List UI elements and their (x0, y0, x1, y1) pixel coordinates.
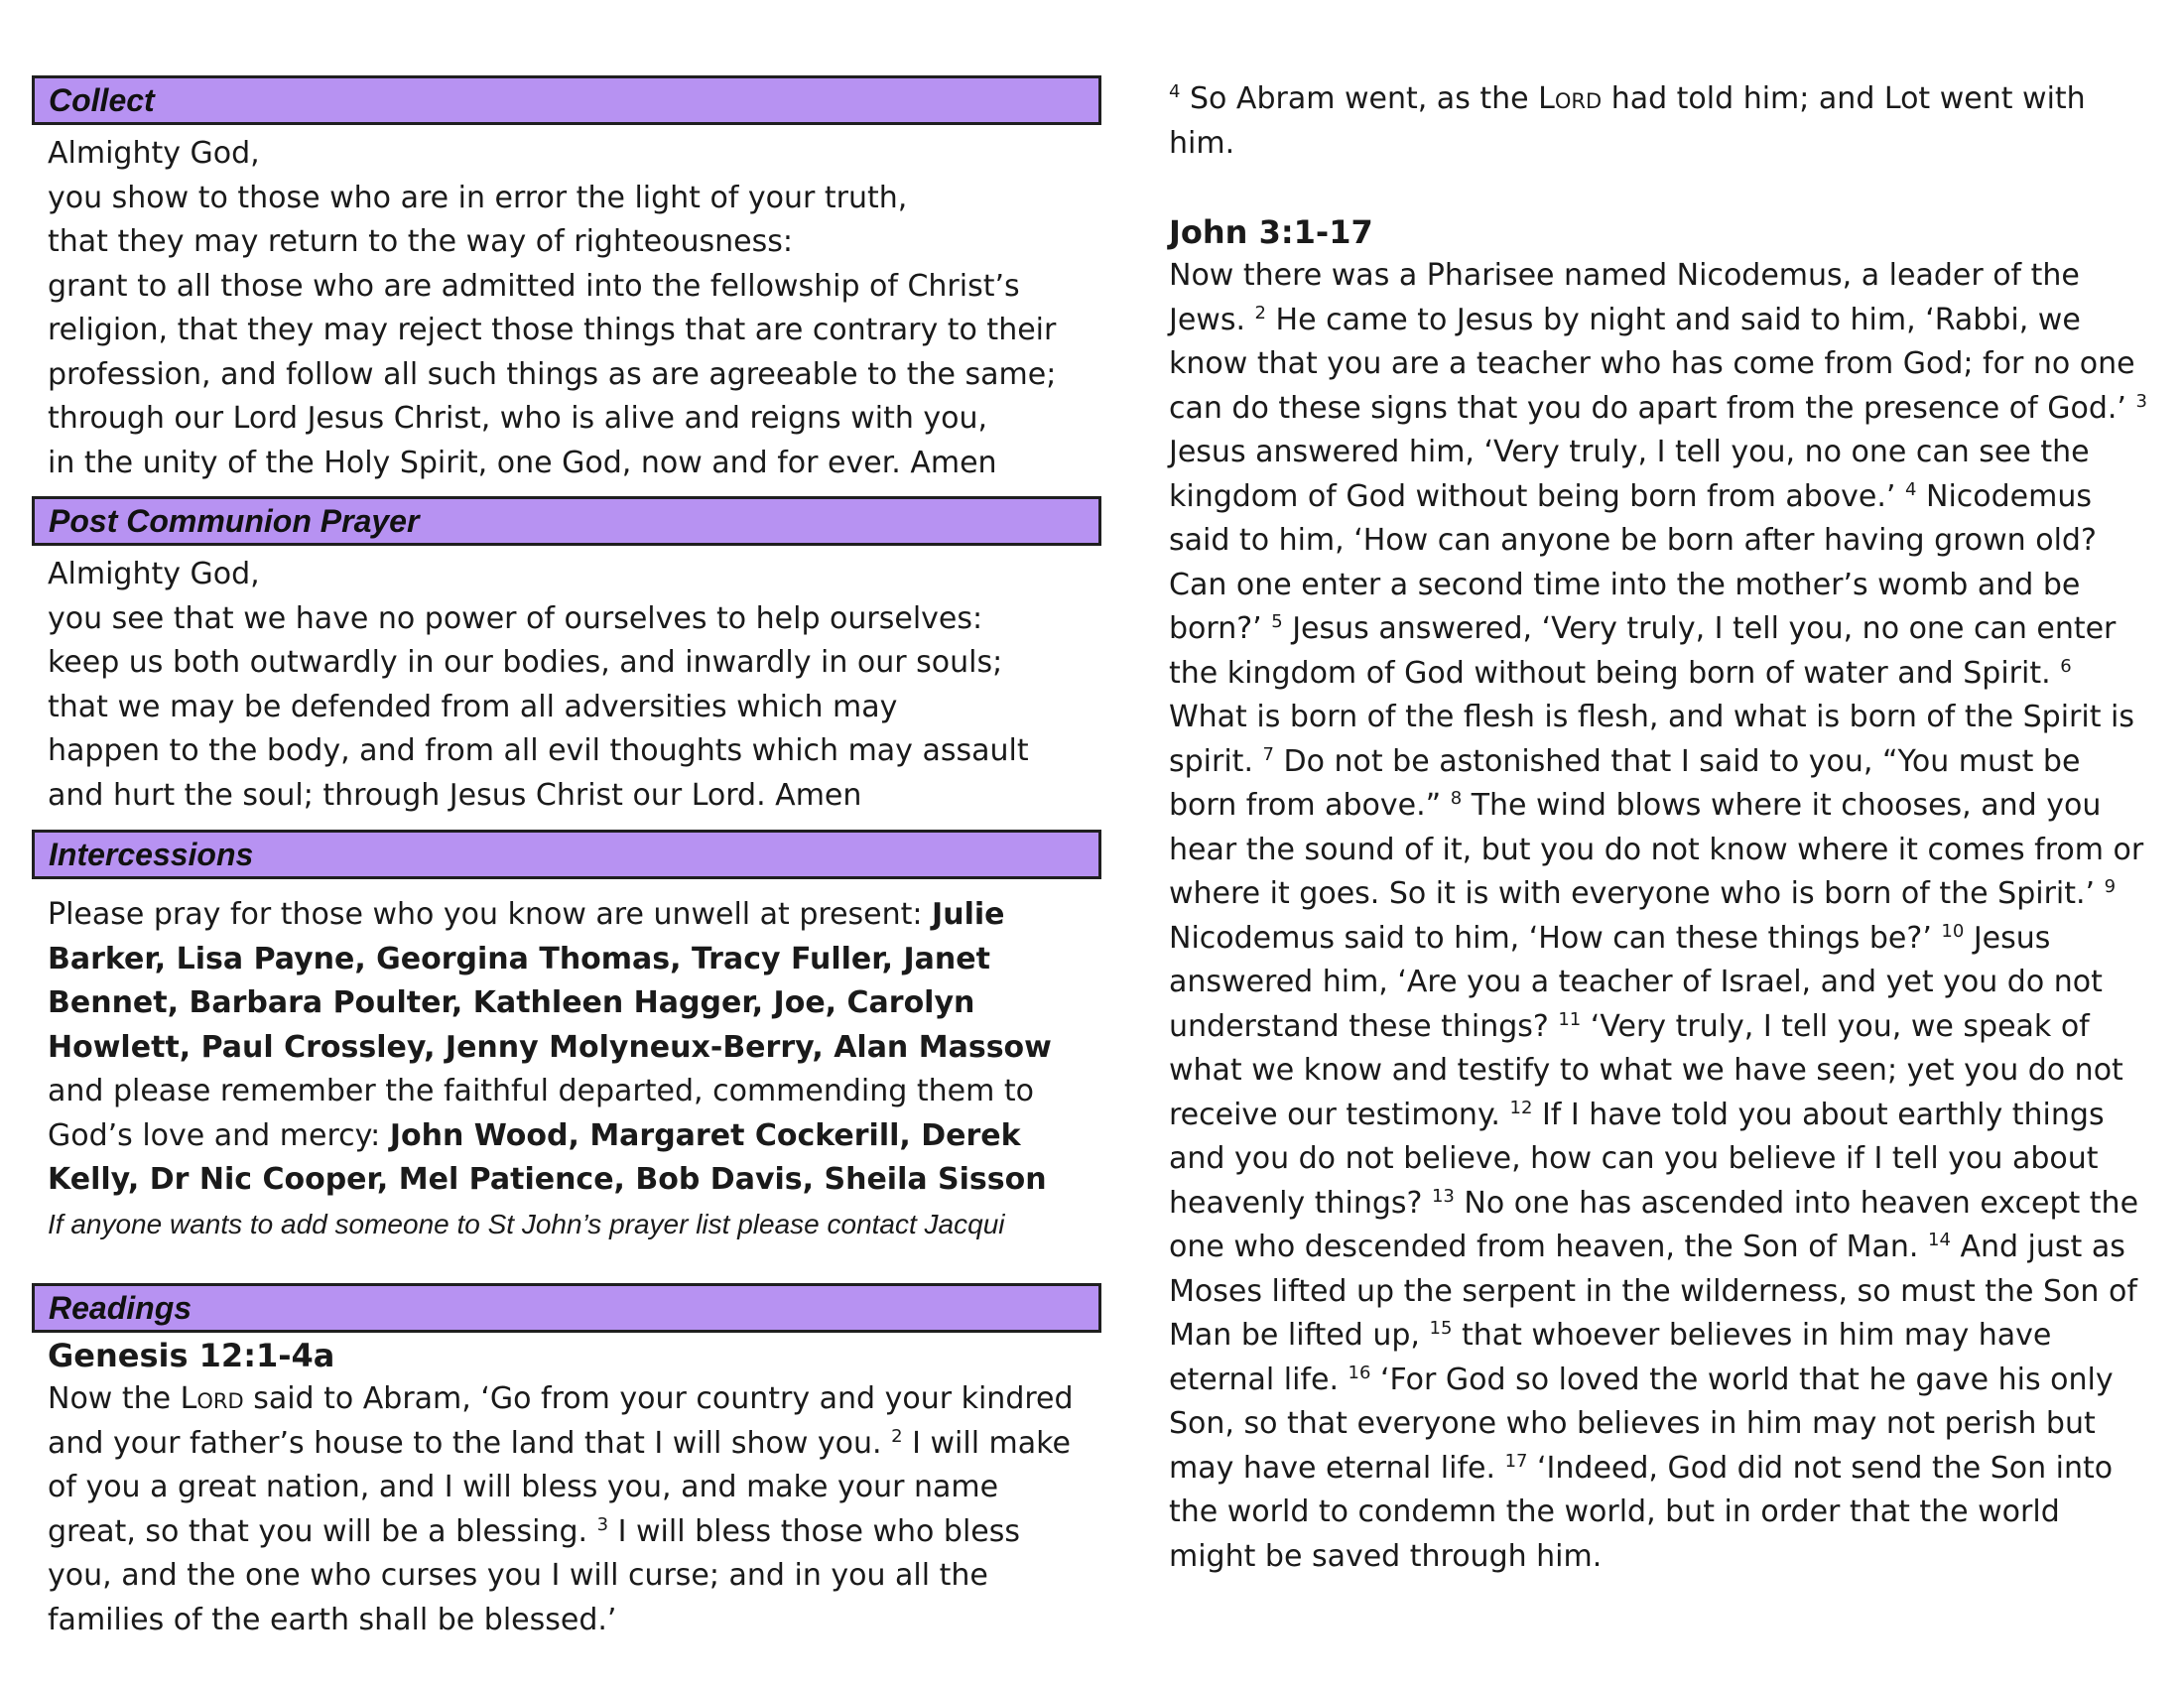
verse-number: 2 (1254, 302, 1266, 324)
verse-number: 2 (891, 1425, 903, 1447)
collect-line: profession, and follow all such things as are agreeable to the same; (48, 356, 1057, 392)
post-communion-heading: Post Communion Prayer (32, 496, 1101, 546)
john-text-span: Nicodemus said to him, ‘How can anyone be born after having grown old? Can one enter a second time into the mother’s womb and be born?’ (1169, 478, 2097, 646)
post-communion-line: Almighty God, (48, 557, 260, 591)
john-text-span: ‘For God so loved the world that he gave his only Son, so that everyone who believes in him may not perish but may have eternal life. (1169, 1362, 2114, 1486)
john-text-span: What is born of the flesh is flesh, and what is born of the Spirit is spirit. (1169, 700, 2134, 779)
departed-names: John Wood, Margaret Cockerill, Derek Kelly, Dr Nic Cooper, Mel Patience, Bob Davis, Sheila Sisson (48, 1117, 1047, 1197)
intercessions-text (48, 893, 1080, 1246)
verse-number: 10 (1941, 920, 1965, 942)
verse-number: 4 (1905, 478, 1917, 500)
john-text-span: ‘Indeed, God did not send the Son into the world to condemn the world, but in order that the world might be saved through him. (1169, 1450, 2114, 1574)
john-text-span: Jesus answered him, ‘Very truly, I tell you, no one can see the kingdom of God without being born from above.’ (1169, 435, 2090, 514)
collect-text (48, 132, 1090, 485)
john-text-span: Nicodemus said to him, ‘How can these things be?’ (1169, 920, 1942, 956)
departed-paragraph (48, 1070, 1080, 1203)
lord-small-caps: Lord (1538, 81, 1603, 116)
john-title: John 3:1-17 (1169, 213, 1373, 251)
post-communion-line: you see that we have no power of ourselves to help ourselves: (48, 600, 983, 636)
post-communion-line: that we may be defended from all adversities which may (48, 689, 898, 724)
genesis-text: I will bless those who bless you, and the one who curses you I will curse; and in you all the families of the earth shall be blessed.’ (48, 1513, 1020, 1637)
collect-line: through our Lord Jesus Christ, who is alive and reigns with you, (48, 401, 988, 436)
john-text (1169, 254, 2151, 1579)
intercessions-heading: Intercessions (32, 830, 1101, 879)
readings-heading: Readings (32, 1283, 1101, 1333)
post-communion-line: keep us both outwardly in our bodies, and inwardly in our souls; (48, 645, 1003, 680)
john-text-span: ‘Very truly, I tell you, we speak of what we know and testify to what we have seen; yet you do not receive our testimony. (1169, 1008, 2123, 1132)
unwell-intro: Please pray for those who you know are unwell at present: (48, 897, 933, 932)
departed-intro: and please remember the faithful departed, commending them to God’s love and mercy: (48, 1074, 1034, 1153)
john-text-span: Do not be astonished that I said to you, “You must be born from above.” (1169, 743, 2081, 823)
verse-number: 9 (2104, 876, 2117, 897)
verse-number: 3 (2135, 390, 2147, 412)
genesis-text: So Abram went, as the (1180, 81, 1539, 116)
genesis-text: Now the (48, 1381, 181, 1416)
verse-number: 16 (1348, 1362, 1371, 1383)
post-communion-line: and hurt the soul; through Jesus Christ our Lord. Amen (48, 777, 862, 813)
lord-small-caps: Lord (180, 1381, 244, 1416)
collect-line: in the unity of the Holy Spirit, one God, now and for ever. Amen (48, 445, 997, 480)
verse-number: 6 (2060, 655, 2072, 677)
verse-number: 15 (1429, 1318, 1453, 1339)
verse-number: 17 (1504, 1450, 1528, 1472)
post-communion-text (48, 553, 1090, 818)
unwell-names: Julie Barker, Lisa Payne, Georgina Thomas, Tracy Fuller, Janet Bennet, Barbara Poulter, Kathleen Hagger, Joe, Carolyn Howlett, Paul Crossley, Jenny Molyneux-Berry, Alan Massow (48, 897, 1052, 1065)
collect-line: that they may return to the way of righteousness: (48, 224, 794, 259)
verse-number: 12 (1509, 1097, 1533, 1118)
john-text-span: If I have told you about earthly things and you do not believe, how can you believe if I tell you about heavenly things? (1169, 1097, 2105, 1221)
prayer-list-note: If anyone wants to add someone to St John’s prayer list please contact Jacqui (48, 1208, 1005, 1239)
collect-line: grant to all those who are admitted into the fellowship of Christ’s (48, 268, 1020, 304)
verse-number: 14 (1928, 1230, 1951, 1250)
john-text-span: Jesus answered him, ‘Are you a teacher of Israel, and yet you do not understand these things? (1169, 920, 2103, 1044)
john-text-span: Now there was a Pharisee named Nicodemus, a leader of the Jews. (1169, 258, 2080, 337)
collect-line: you show to those who are in error the light of your truth, (48, 180, 908, 215)
verse-number: 8 (1450, 788, 1463, 809)
genesis-text-part2 (1169, 77, 2151, 166)
genesis-text: I will make of you a great nation, and I will bless you, and make your name great, so that you will be a blessing. (48, 1425, 1071, 1549)
unwell-paragraph (48, 893, 1080, 1070)
john-text-span: And just as Moses lifted up the serpent in the wilderness, so must the Son of Man be lifted up, (1169, 1230, 2137, 1353)
right-column (1169, 77, 2151, 1574)
collect-line: religion, that they may reject those things that are contrary to their (48, 313, 1057, 347)
verse-number: 13 (1431, 1185, 1455, 1207)
john-text-span: The wind blows where it chooses, and you hear the sound of it, but you do not know where it comes from or where it goes. So it is with everyone who is born of the Spirit.’ (1169, 788, 2144, 911)
collect-heading: Collect (32, 75, 1101, 125)
john-text-span: No one has ascended into heaven except the one who descended from heaven, the Son of Man. (1169, 1185, 2139, 1264)
genesis-text: had told him; and Lot went with him. (1169, 81, 2086, 161)
verse-number: 3 (596, 1513, 609, 1535)
collect-line: Almighty God, (48, 136, 260, 171)
verse-number: 11 (1558, 1008, 1582, 1030)
verse-number: 5 (1271, 611, 1283, 632)
post-communion-line: happen to the body, and from all evil thoughts which may assault (48, 733, 1029, 768)
genesis-text-part1 (48, 1377, 1090, 1637)
john-text-span: Jesus answered, ‘Very truly, I tell you, no one can enter the kingdom of God without being born of water and Spirit. (1169, 611, 2117, 691)
verse-number: 7 (1262, 743, 1274, 765)
verse-number: 4 (1169, 81, 1181, 102)
genesis-text: said to Abram, ‘Go from your country and your kindred and your father’s house to the land that I will show you. (48, 1381, 1074, 1461)
john-text-span: that whoever believes in him may have eternal life. (1169, 1318, 2052, 1397)
genesis-title: Genesis 12:1-4a (48, 1337, 335, 1374)
john-text-span: He came to Jesus by night and said to him, ‘Rabbi, we know that you are a teacher who has come from God; for no one can do these signs that you do apart from the presence of God.’ (1169, 302, 2136, 426)
